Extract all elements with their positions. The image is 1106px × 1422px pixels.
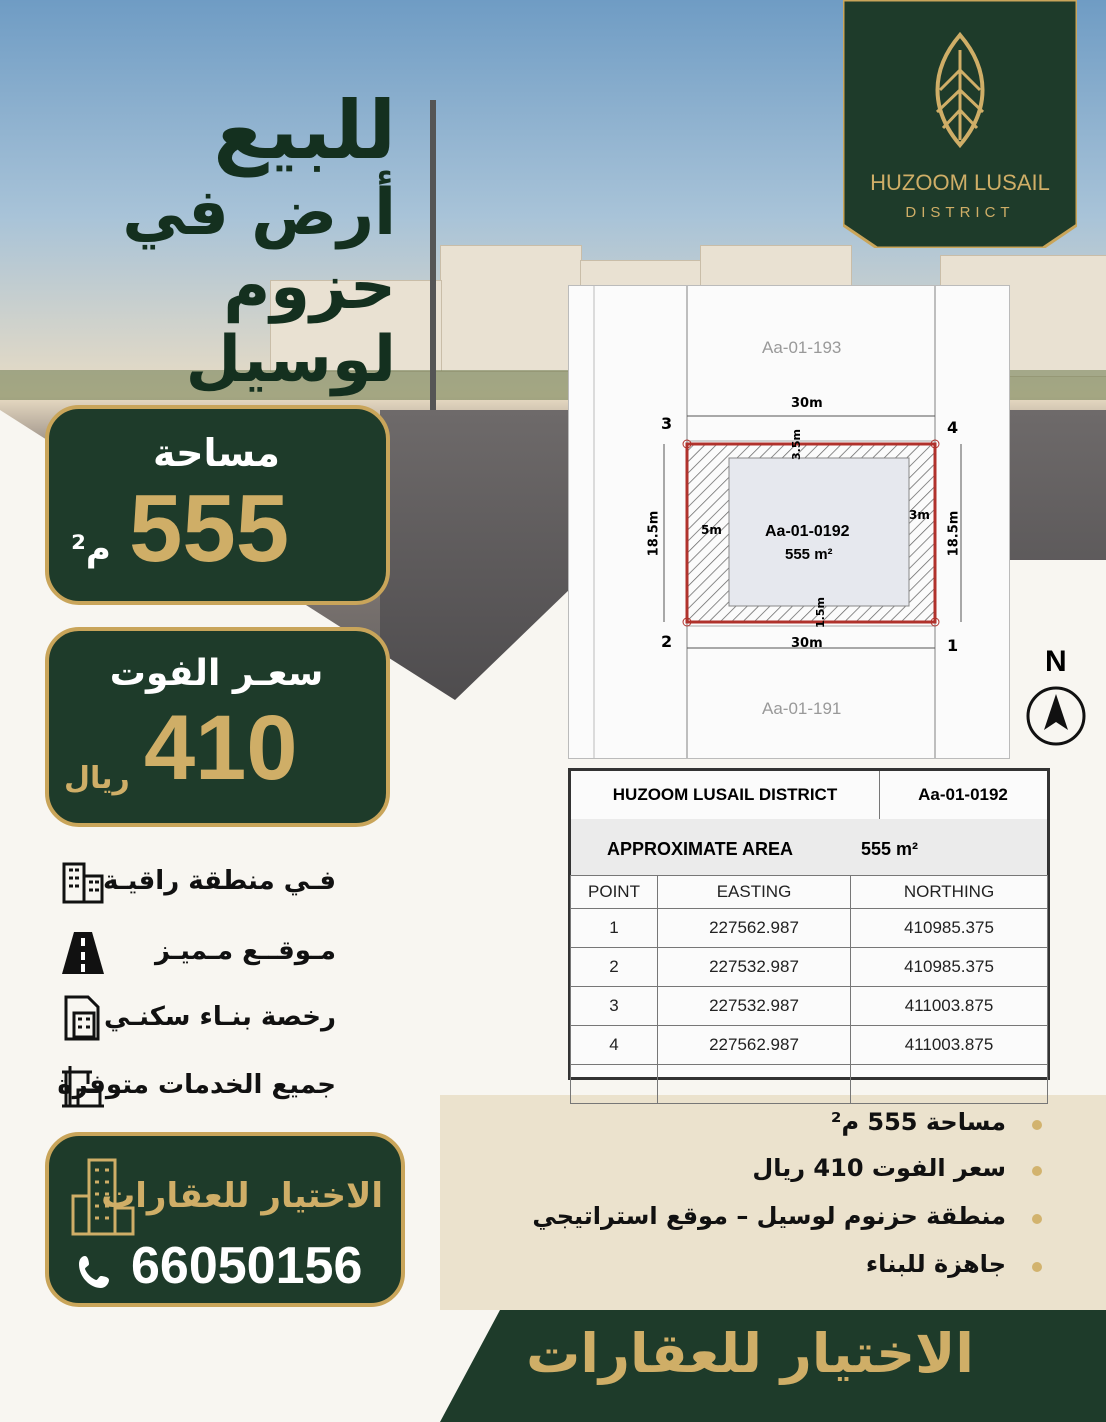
table-cell: 1 bbox=[571, 909, 658, 948]
headline-line1: للبيع bbox=[213, 84, 396, 177]
table-cell: 227562.987 bbox=[658, 909, 851, 948]
coordinates-table-block bbox=[568, 768, 1050, 1080]
table-cell: 227562.987 bbox=[658, 1026, 851, 1065]
plot-label-top: Aa-01-193 bbox=[762, 338, 842, 357]
logo-banner bbox=[843, 0, 1077, 248]
table-cell: 4 bbox=[571, 1026, 658, 1065]
headline-line3: حزوم لوسيل bbox=[185, 249, 396, 398]
bullet-dot bbox=[1032, 1120, 1042, 1130]
footer-company: الاختيار للعقارات bbox=[526, 1322, 974, 1385]
area-value: 555 bbox=[129, 475, 290, 582]
table-cell: 410985.375 bbox=[851, 909, 1048, 948]
coordinates-table bbox=[570, 875, 1048, 1104]
table-district: HUZOOM LUSAIL DISTRICT bbox=[571, 771, 880, 820]
table-row bbox=[571, 1026, 1048, 1065]
feature-item-3: رخصة بنـاء سكنـي bbox=[103, 1002, 336, 1032]
summary-item-1: مساحة 555 م² bbox=[830, 1108, 1006, 1136]
table-cell: 227532.987 bbox=[658, 987, 851, 1026]
contact-phone[interactable]: 66050156 bbox=[131, 1237, 363, 1295]
area-card bbox=[45, 405, 390, 605]
setback-right: 3m bbox=[909, 508, 930, 522]
site-plan bbox=[568, 285, 1010, 759]
table-row bbox=[571, 909, 1048, 948]
point-label-2: 2 bbox=[661, 632, 673, 651]
price-unit: ريال bbox=[64, 761, 130, 796]
table-cell: 411003.875 bbox=[851, 987, 1048, 1026]
logo-name: HUZOOM LUSAIL bbox=[870, 170, 1050, 195]
summary-item-4: جاهزة للبناء bbox=[865, 1250, 1006, 1278]
table-cell: 227532.987 bbox=[658, 948, 851, 987]
buildings-icon bbox=[60, 858, 106, 904]
bullet-dot bbox=[1032, 1166, 1042, 1176]
phone-icon bbox=[77, 1254, 113, 1290]
setback-left: 5m bbox=[701, 523, 722, 537]
bullet-dot bbox=[1032, 1214, 1042, 1224]
table-header-cell: NORTHING bbox=[851, 876, 1048, 909]
feature-item-4: جميع الخدمات متوفرة bbox=[57, 1070, 336, 1100]
table-area-value: 555 m² bbox=[861, 839, 919, 859]
contact-company: الاختيار للعقارات bbox=[101, 1176, 383, 1216]
table-empty-row bbox=[571, 1065, 1048, 1104]
bullet-dot bbox=[1032, 1262, 1042, 1272]
headline-block bbox=[16, 85, 396, 398]
table-header-cell: EASTING bbox=[658, 876, 851, 909]
area-unit: م² bbox=[71, 529, 111, 569]
table-row bbox=[571, 987, 1048, 1026]
point-label-1: 1 bbox=[947, 636, 959, 655]
logo-subtitle: DISTRICT bbox=[905, 204, 1015, 221]
north-label: N bbox=[1045, 645, 1067, 678]
compass-icon bbox=[1024, 684, 1088, 748]
table-cell: 3 bbox=[571, 987, 658, 1026]
dim-bottom: 30m bbox=[791, 636, 823, 651]
summary-item-2: سعر الفوت 410 ريال bbox=[752, 1154, 1006, 1182]
price-card bbox=[45, 627, 390, 827]
table-cell: 410985.375 bbox=[851, 948, 1048, 987]
dim-right: 18.5m bbox=[946, 510, 962, 557]
dim-left: 18.5m bbox=[646, 510, 662, 557]
table-cell: 411003.875 bbox=[851, 1026, 1048, 1065]
headline-line2: أرض في bbox=[122, 176, 396, 250]
table-header-cell: POINT bbox=[571, 876, 658, 909]
dim-top: 30m bbox=[791, 396, 823, 411]
table-cell: 2 bbox=[571, 948, 658, 987]
area-label: مساحة bbox=[153, 431, 280, 475]
price-value: 410 bbox=[144, 697, 298, 799]
palm-logo-icon bbox=[925, 30, 995, 150]
table-header-row bbox=[571, 876, 1048, 909]
feature-item-1: فـي منطقة راقيـة bbox=[102, 866, 336, 896]
road-icon bbox=[60, 930, 106, 976]
plot-label-bottom: Aa-01-191 bbox=[762, 699, 842, 718]
summary-item-3: منطقة حزنوم لوسيل – موقع استراتيجي bbox=[532, 1202, 1006, 1230]
plot-id-label: Aa-01-0192 bbox=[765, 523, 850, 540]
contact-card bbox=[45, 1132, 405, 1307]
setback-bottom: 1.5m bbox=[813, 597, 827, 628]
table-area-row bbox=[571, 819, 1047, 875]
document-building-icon bbox=[60, 995, 106, 1041]
point-label-3: 3 bbox=[661, 414, 673, 433]
price-label: سعـر الفوت bbox=[109, 653, 324, 694]
table-row bbox=[571, 948, 1048, 987]
setback-top: 3.5m bbox=[789, 429, 803, 460]
feature-item-2: مـوقــع مـميـز bbox=[155, 936, 336, 966]
table-area-label: APPROXIMATE AREA bbox=[607, 839, 794, 859]
table-plot-id: Aa-01-0192 bbox=[879, 771, 1047, 820]
plot-area-label: 555 m² bbox=[785, 546, 833, 563]
point-label-4: 4 bbox=[947, 418, 959, 437]
